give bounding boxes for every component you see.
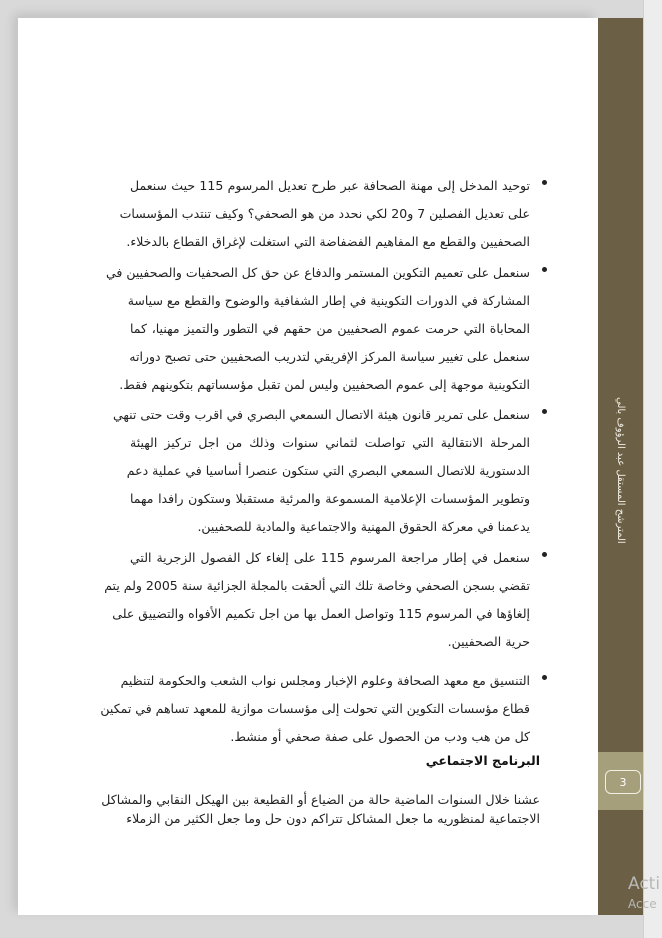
bullet-line: وتطوير المؤسسات الإعلامية المسموعة والمرئية مستقبلا وستكون رافدا مهما xyxy=(130,491,530,506)
bullet-line: المرحلة الانتقالية التي تواصلت لثماني سنوات وذلك من اجل تركيز الهيئة xyxy=(130,435,530,450)
bullet-item xyxy=(100,667,530,751)
bullet-line: المحاباة التي حرمت عموم الصحفيين من حقهم في التطور والتميز مهنيا، كما xyxy=(130,321,530,336)
activation-watermark: Acti Acce xyxy=(628,874,661,911)
bullet-line: التكوينية موجهة إلى عموم الصحفيين وليس لمن تقبل مؤسساتهم بتكوينهم فقط. xyxy=(119,377,530,392)
bullet-line: توحيد المدخل إلى مهنة الصحافة عبر طرح تعديل المرسوم 115 حيث سنعمل xyxy=(130,178,530,193)
bullet-line: سنعمل على تمرير قانون هيئة الاتصال السمعي البصري في اقرب وقت حتى تنهي xyxy=(112,407,530,422)
bullet-icon xyxy=(542,409,547,414)
page-number: 3 xyxy=(605,770,641,794)
window-edge xyxy=(643,0,662,938)
bullet-line: على تعديل الفصلين 7 و20 لكي نحدد من هو الصحفي؟ وكيف تنتدب المؤسسات xyxy=(119,206,530,221)
bullet-item xyxy=(104,544,530,656)
bullet-item xyxy=(112,401,530,541)
bullet-line: حرية الصحفيين. xyxy=(447,634,530,649)
bullet-item xyxy=(119,172,530,256)
bullet-line: تقضي بسجن الصحفي وخاصة تلك التي ألحقت بالمجلة الجزائية سنة 2005 ولم يتم xyxy=(104,578,530,593)
bullet-line: قطاع مؤسسات التكوين التي تحولت إلى مؤسسات موازية للمعهد تساهم في تمكين xyxy=(100,701,530,716)
bullet-line: إلغاؤها في المرسوم 115 وتواصل العمل بها من اجل تكميم الأفواه والتضييق على xyxy=(112,606,530,621)
bullet-icon xyxy=(542,180,547,185)
bullet-icon xyxy=(542,675,547,680)
bullet-icon xyxy=(542,267,547,272)
bullet-line: الصحفيين والقطع مع المفاهيم الفضفاضة التي استغلت لإغراق القطاع بالدخلاء. xyxy=(126,234,530,249)
section-paragraph xyxy=(101,790,540,828)
bullet-item xyxy=(105,259,530,399)
paragraph-line: عشنا خلال السنوات الماضية حالة من الضياع أو القطيعة بين الهيكل النقابي والمشاكل xyxy=(101,792,540,807)
paragraph-line: الاجتماعية لمنظوريه ما جعل المشاكل تتراكم دون حل وما جعل الكثير من الزملاء xyxy=(126,811,540,826)
bullet-line: التنسيق مع معهد الصحافة وعلوم الإخبار ومجلس نواب الشعب والحكومة لتنظيم xyxy=(120,673,530,688)
bullet-line: سنعمل على تغيير سياسة المركز الإفريقي لتدريب الصحفيين حتى تصبح دوراته xyxy=(129,349,530,364)
bullet-line: المشاركة في الدورات التكوينية في إطار الشفافية والوضوح والقطع مع سياسة xyxy=(127,293,530,308)
bullet-icon xyxy=(542,552,547,557)
sidebar-author: المترشح المستقل عبد الرؤوف بالي xyxy=(615,396,626,544)
bullet-line: سنعمل على تعميم التكوين المستمر والدفاع عن حق كل الصحفيات والصحفيين في xyxy=(105,265,530,280)
bullet-line: سنعمل في إطار مراجعة المرسوم 115 على إلغاء كل الفصول الزجرية التي xyxy=(130,550,530,565)
bullet-line: يدعمنا في معركة الحقوق المهنية والاجتماعية والمادية للصحفيين. xyxy=(197,519,530,534)
bullet-line: كل من هب ودب من الحصول على صفة صحفي أو منشط. xyxy=(230,729,530,744)
section-heading: البرنامج الاجتماعي xyxy=(425,753,540,768)
bullet-line: الدستورية للاتصال السمعي البصري التي ستكون عنصرا أساسيا في عملية دعم xyxy=(126,463,530,478)
